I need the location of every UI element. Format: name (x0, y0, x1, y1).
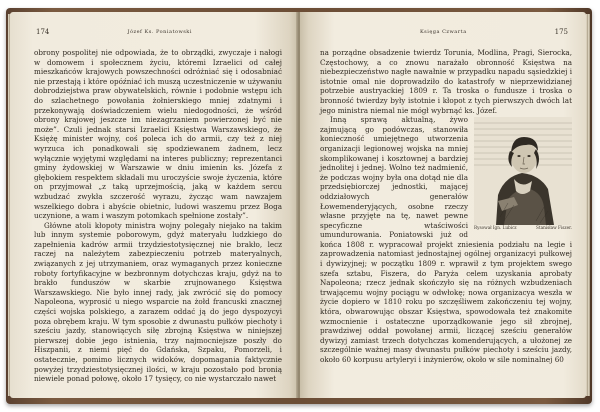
left-page-text (34, 48, 282, 384)
figure-caption-right: Stanisław Fiszer. (536, 225, 572, 231)
figure-caption-left: Rysował Ign. Lubicz (474, 225, 517, 231)
portrait-engraving (474, 117, 572, 225)
left-paragraph-1: obrony pospolitej nie odpowiada, że to obrządki, zwyczaje i nałogi w domowem i społecznem życiu, któremi Izraelici od całej mieszkańców krajowych powszechności odróżniać się i odosabniać nie przestają i które opóźniać ich muszą uczestniczenie w używaniu dobrodziejstwa praw obywatelskich, równie i podobnie wstępu ich do szlachetnego powołania żołnierskiego mniej zdatnymi i przekonywają doświadczeniem wielu niedogodności, że wśród obrony krajowej jeszcze im niezagrzaniem powierzonej być nie może”. Czuli jednak starsi Izraelici Księstwa Warszawskiego, że Księżę minister wojny, coś poleca ich do armii, czy też z niej wyrzuca ich ponadkowali się spodziewanem żadnem, lecz wyłącznie wyjętymi względami na interes publiczny; reprezentanci gminy żydowskiej w Warszawie w dniu imienin ks. Józefa z głębokiem respektem składali mu uroczyście swoje życzenia, które on przyjmował „z taką uprzejmością, jaką w każdem sercu wzbudzać zwykła szczerość wyrazu, życząc wam nawzajem wszelkiego dobra i abyście obietnic, ludowi waszemu przez Boga uczynione, a wam i waszym potomkach spełnione zostały”. (34, 48, 282, 221)
portrait-figure (474, 117, 572, 237)
right-page-edges (586, 14, 590, 396)
right-page-header (322, 28, 568, 36)
open-book (6, 8, 592, 404)
right-running-head: Księga Czwarta (419, 29, 467, 35)
left-page (10, 12, 298, 398)
left-page-number: 174 (36, 28, 50, 36)
right-page-number: 175 (554, 28, 568, 36)
figure-caption (474, 225, 572, 230)
left-paragraph-2: Główne atoli kłopoty ministra wojny polegały niejako na takim lub innym systemie poborowym, gdyż materyału ludzkiego do zapełnienia kadrów armii trzydziestotysięcznej nie brakło, lecz raczej na należytem zabezpieczeniu potrzeb materyalnych, związanych z jej utrzymaniem, oraz wymaganych przez konieczne roboty fortyfikacyjne w bezbronnym dotychczas kraju, gdyż na to brakło funduszów w skarbie zrujnowanego Księstwa Warszawskiego. Nie było innej rady, jak zwrócić się do pomocy Napoleona, wyprosić u niego wsparcie na żołd francuski znacznej części wojska polskiego, a zarazem oddać ją do jego dyspozycyi poza obrębem kraju. W tym sposobie z dwunastu pułków piechoty i sześciu jazdy, stanowiących siłę zbrojną Księstwa w niniejszej pierwszej dobie jego istnienia, trzy najmocniejsze poszły do Hiszpanii, z niemi pięć do Gdańska, Szpaku, Pomorzeli, i ostatecznie, pomimo licznych widoków, dopomagania faktycznie powyżej trzydziestotysięcznej ilości, w kraju pozostało pod bronią niewiele ponad połowę, około 17 tysięcy, co nie wystarczało nawet (34, 220, 282, 384)
right-page-text (320, 48, 572, 365)
left-running-head: Józef Ks. Poniatowski (127, 29, 192, 35)
left-page-header (36, 28, 280, 36)
right-paragraph-2: Inną sprawą aktualną, żywo zajmującą go podówczas, stanowiła konieczność umiejętnego utworzenia organizacji legionowej wojska na mniej skomplikowanej i kosztownej a bardziej jednolitej i jednej. Wolno też nadmienić, że podczas wojny była ona dotąd nie dla przedsiębiorczej jednostki, mającej oddziałowych generałów Łowemenderyjących, osobne rzeczy własne przyjęte na tę, nawet pewne specyficzne wtaściwości umundurowania. Poniatowski już od końca 1808 r. wypracował projekt zniesienia podziału na legie i zaprowadzenia natomiast jednostajnej ogólnej organizacyi pułkowej i dywizyjnej; w początku 1809 r. wprawił z tym projektem swego szefa sztabu, Fiszera, do Paryża celem uzyskania aprobaty Napoleona; rzecz jednak skończyło się na różnych wzbudzeniach trwającemu wojny pociągu w odwłokę; nowa organizacya weszła w życie dopiero w 1810 roku po szczęśliwem zakończeniu tej wojny, która, obwarowując obszar Księstwa, spowodowała też znakomite wzmocnienie i ostateczne uporządkowanie jego sił zbrojnej, prawdziwej oddał powołanej armii, liczącej sześciu generałów dywizyj zamiast trzech dotychczas komenderujących, a ułożonej ze szczególnie ważnej masy dwunastu pułków piechoty i sześciu jazdy, około 60 korpusu artyleryi i inżynierów, około w sile nominalnej 60 (320, 115, 572, 364)
right-paragraph-1: na porządne obsadzenie twierdz Torunia, Modlina, Pragi, Sierocka, Częstochowy, a co znowu narażało obronność Księstwa na niebezpieczeństwo nagłe nawałnie w przypadku napadu sąsiedzkiej i istotnie omal nie doprowadziło do katastrofy w nieprzewidzianej potrzebie austryackiej 1809 r. Ta troska o fundusze i troska o bronność twierdzy były istotnie i kłopot z tych pierwszych dwóch lat jego ministra niemal nie mógł wybrnąć ks. Józef. (320, 48, 572, 115)
right-page (300, 12, 586, 398)
